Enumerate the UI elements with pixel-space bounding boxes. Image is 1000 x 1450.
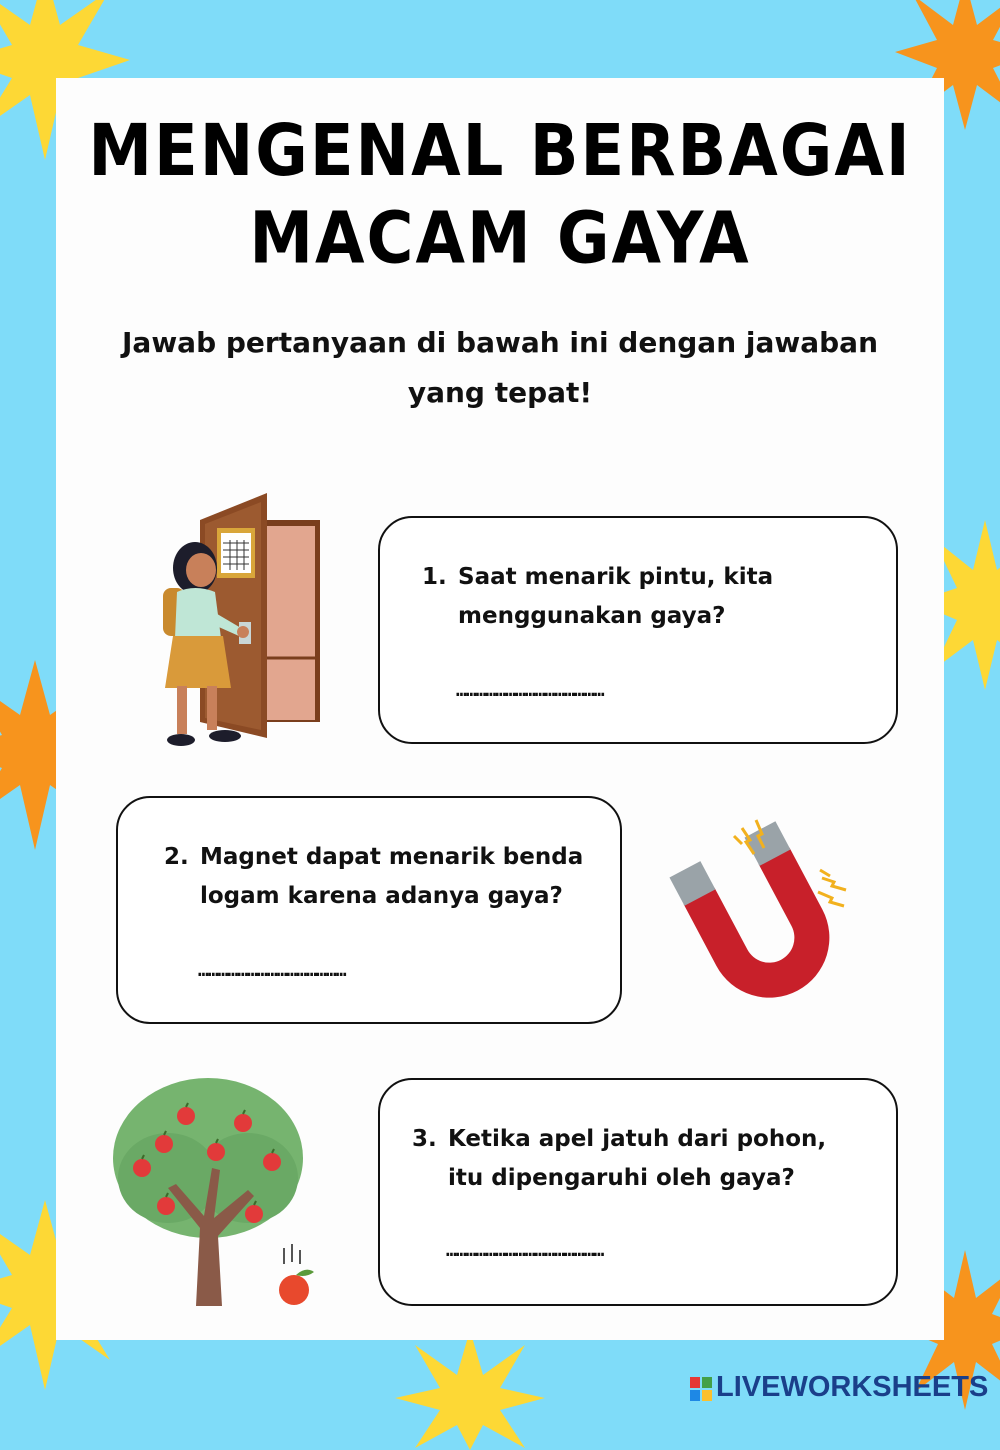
title-line-2: MACAM GAYA xyxy=(249,197,751,281)
question-3-line-1: Ketika apel jatuh dari pohon, xyxy=(448,1126,827,1152)
question-3-text xyxy=(412,1120,892,1198)
question-2-number: 2. xyxy=(164,844,189,870)
instruction-line-2: yang tepat! xyxy=(407,376,593,409)
question-3-line-2: itu dipengaruhi oleh gaya? xyxy=(448,1165,795,1191)
instruction-text xyxy=(90,318,910,418)
sun-star-icon xyxy=(395,1330,545,1450)
question-1-text xyxy=(422,558,882,636)
girl-opening-door-icon xyxy=(155,488,335,753)
question-2-line-2: logam karena adanya gaya? xyxy=(200,883,563,909)
question-2-text xyxy=(164,838,604,916)
question-2-line-1: Magnet dapat menarik benda xyxy=(200,844,584,870)
question-1-number: 1. xyxy=(422,564,447,590)
falling-apple-icon xyxy=(268,1244,324,1310)
answer-field-1[interactable]: ……………………………………… xyxy=(456,680,604,701)
liveworksheets-logo-icon xyxy=(690,1377,712,1401)
answer-field-2[interactable]: ……………………………………… xyxy=(198,960,346,981)
question-1-line-1: Saat menarik pintu, kita xyxy=(458,564,774,590)
brand-logo-text: LIVEWORKSHEETS xyxy=(716,1371,989,1403)
question-1-line-2: menggunakan gaya? xyxy=(458,603,726,629)
title-line-1: MENGENAL BERBAGAI xyxy=(88,110,912,194)
answer-field-3[interactable]: ………………………………………… xyxy=(446,1240,604,1261)
instruction-line-1: Jawab pertanyaan di bawah ini dengan jawaban xyxy=(122,326,878,359)
magnet-icon xyxy=(660,810,860,1020)
page-title xyxy=(0,108,1000,283)
question-3-number: 3. xyxy=(412,1126,437,1152)
